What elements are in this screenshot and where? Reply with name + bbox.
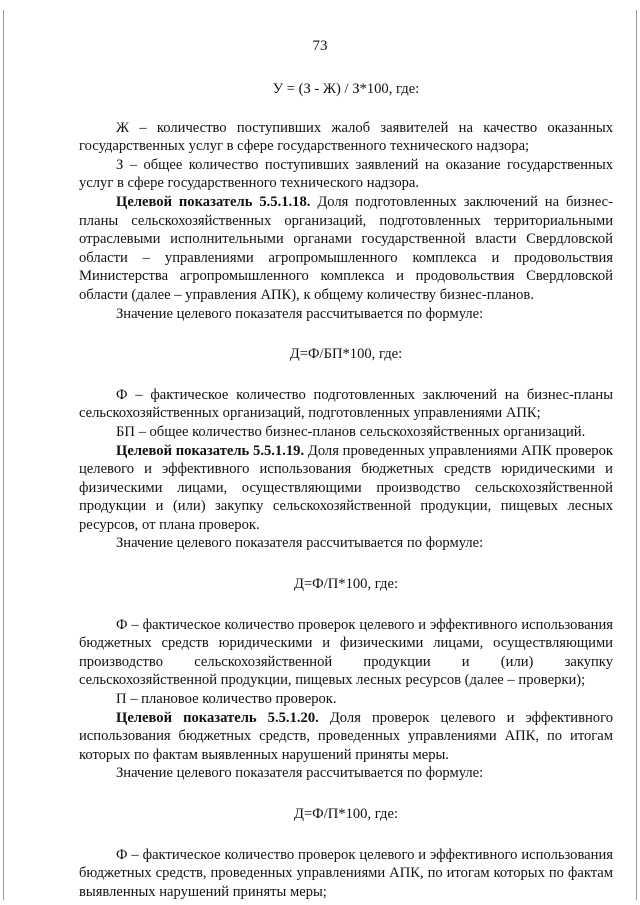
formula-intro: Значение целевого показателя рассчитывается по формуле: [116,305,484,322]
indicator-label: Целевой показатель 5.5.1.18. [116,193,311,210]
formula-business-plans: Д=Ф/БП*100, где: [289,346,403,363]
definition-f: Ф – фактическое количество проверок целевого и эффективного использования бюджетных средств, проведенных управлениями АПК, по итогам которых по фактам выявленных нарушений приняты меры; [79,846,613,900]
indicator-text: Доля проведенных управлениями АПК проверок целевого и эффективного использования бюджетных средств юридическими и физическими лицами, осуществляющими производство сельскохозяйственной продукции и (или) закупку сельскохозяйственной продукции, пищевых лесных ресурсов, от плана проверок. [79,442,613,533]
formula-inspections-plan: Д=Ф/П*100, где: [293,576,398,593]
formula-intro: Значение целевого показателя рассчитывается по формуле: [116,765,484,782]
formula-satisfaction: У = (З - Ж) / З*100, где: [272,81,420,97]
definition-f: Ф – фактическое количество подготовленных заключений на бизнес-планы сельскохозяйственных организаций, подготовленных управлениями АПК; [79,386,613,422]
definition-f: Ф – фактическое количество проверок целевого и эффективного использования бюджетных средств юридическими и физическими лицами, осуществляющими производство сельскохозяйственной продукции и (или) закупку сельскохозяйственной продукции, пищевых лесных ресурсов (далее – проверки); [79,616,613,689]
page-number: 73 [312,38,328,54]
definition-bp: БП – общее количество бизнес-планов сельскохозяйственных организаций. [116,423,586,440]
page-border-right [636,10,637,900]
definition-p: П – плановое количество проверок. [116,691,337,708]
indicator-text: Доля подготовленных заключений на бизнес-планы сельскохозяйственных организаций, подготовленных территориальными отраслевыми исполнительными органами государственной власти Свердловской области – управлениями агропромышленного комплекса и продовольствия Министерства агропромышленного комплекса и продовольствия Свердловской области (далее – управления АПК), к общему количеству бизнес-планов. [79,193,613,303]
page-border-left [3,10,4,900]
indicator-5-5-1-19 [79,442,613,535]
definition-z: З – общее количество поступивших заявлений на оказание государственных услуг в сфере государственного технического надзора. [79,156,613,192]
formula-intro: Значение целевого показателя рассчитывается по формуле: [116,535,484,552]
indicator-5-5-1-18 [79,193,613,305]
indicator-5-5-1-20 [79,709,613,765]
document-body [79,80,613,901]
indicator-text: Доля проверок целевого и эффективного использования бюджетных средств, проведенных управлениями АПК, по итогам которых по фактам выявленных нарушений приняты меры. [79,709,613,763]
formula-inspections-measures: Д=Ф/П*100, где: [293,806,398,822]
indicator-label: Целевой показатель 5.5.1.20. [116,709,319,726]
indicator-label: Целевой показатель 5.5.1.19. [116,442,305,459]
definition-zh: Ж – количество поступивших жалоб заявителей на качество оказанных государственных услуг в сфере государственного технического надзора; [79,119,613,155]
